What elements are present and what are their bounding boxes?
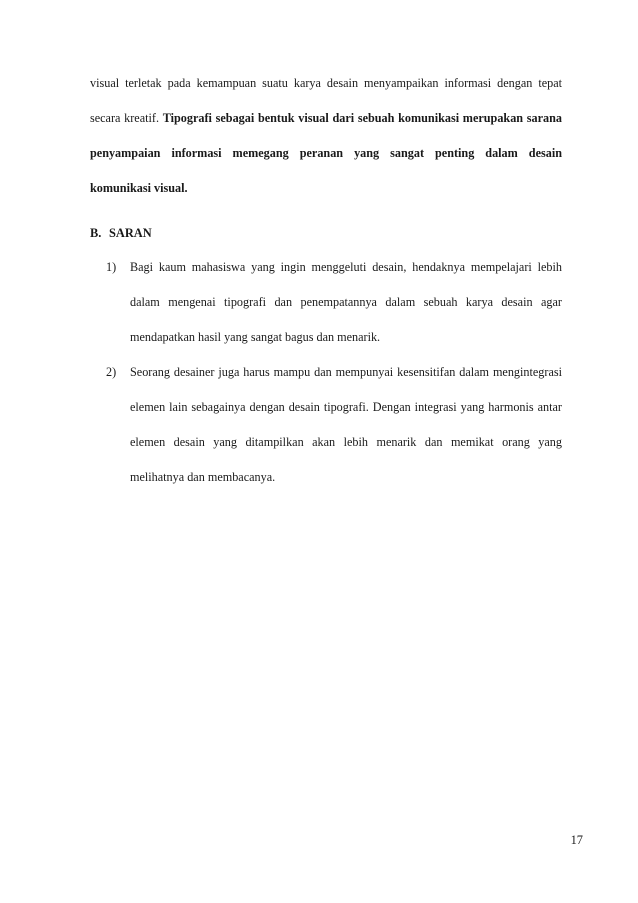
section-letter: B. [90, 226, 102, 240]
list-item [106, 250, 562, 355]
list-item-text: Bagi kaum mahasiswa yang ingin menggeluti desain, hendaknya mempelajari lebih dalam mengenai tipografi dan penempatannya dalam sebuah karya desain agar mendapatkan hasil yang sangat bagus dan menarik. [130, 260, 562, 344]
list-item-number: 1) [106, 260, 117, 274]
list-item [106, 355, 562, 495]
paragraph-normal-text: visual terletak pada kemampuan suatu karya desain menyampaikan informasi dengan tepat secara kreatif. [90, 76, 562, 125]
list-item-number: 2) [106, 365, 117, 379]
section-title: SARAN [109, 226, 152, 240]
suggestion-list [106, 250, 562, 495]
paragraph-bold-text: Tipografi sebagai bentuk visual dari sebuah komunikasi merupakan sarana penyampaian informasi memegang peranan yang sangat penting dalam desain komunikasi visual. [90, 111, 562, 195]
conclusion-paragraph [90, 66, 562, 206]
page-number: 17 [570, 833, 583, 847]
list-item-text: Seorang desainer juga harus mampu dan mempunyai kesensitifan dalam mengintegrasi elemen lain sebagainya dengan desain tipografi. Dengan integrasi yang harmonis antar elemen desain yang ditampilkan akan lebih menarik dan memikat orang yang melihatnya dan membacanya. [130, 365, 562, 484]
section-heading [90, 223, 152, 243]
